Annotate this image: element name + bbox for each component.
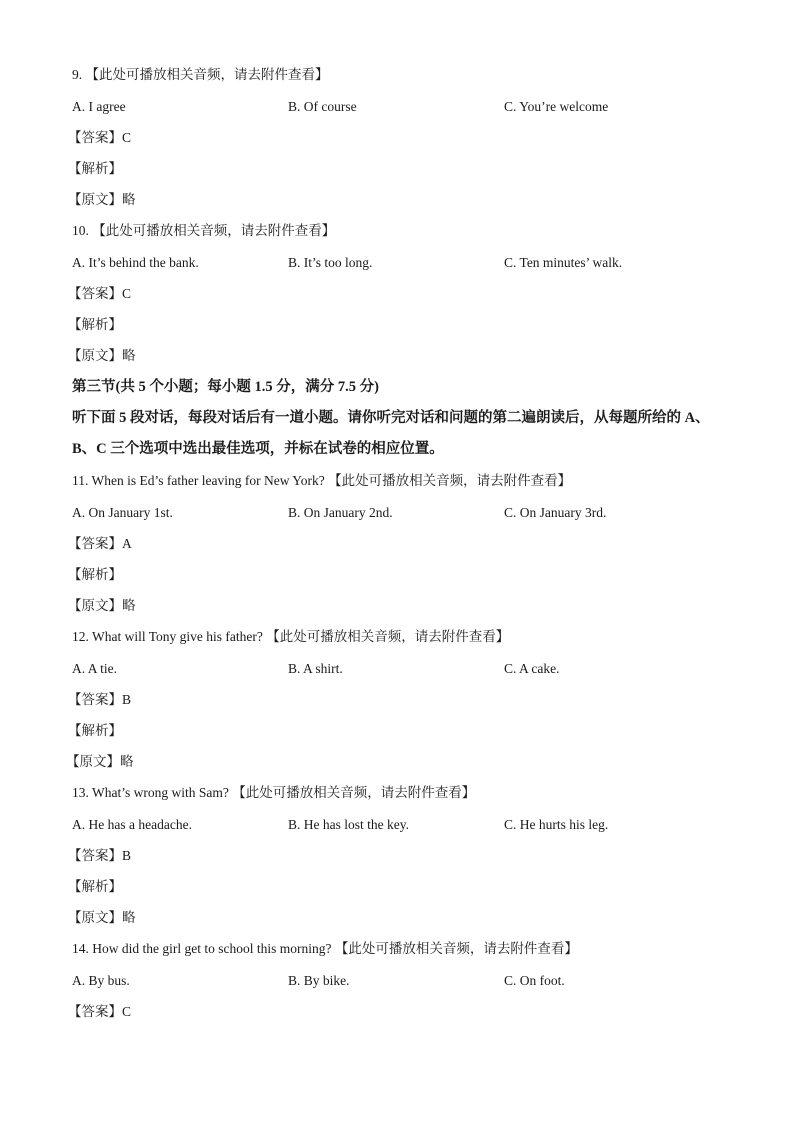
- question-12-answer: 【答案】B: [68, 692, 132, 707]
- question-12-analysis: 【解析】: [68, 723, 122, 738]
- question-11-stem: 11. When is Ed’s father leaving for New York? 【此处可播放相关音频，请去附件查看】: [72, 473, 572, 488]
- question-9-original: 【原文】略: [68, 192, 136, 207]
- question-9-option-c: C. You’re welcome: [504, 99, 609, 114]
- question-14-answer: 【答案】C: [68, 1004, 132, 1019]
- question-13-option-c: C. He hurts his leg.: [504, 817, 609, 832]
- question-13-answer: 【答案】B: [68, 848, 132, 863]
- question-13-option-b: B. He has lost the key.: [288, 817, 409, 832]
- question-10-answer: 【答案】C: [68, 286, 132, 301]
- question-9-stem: 9. 【此处可播放相关音频，请去附件查看】: [72, 67, 329, 82]
- question-10-analysis: 【解析】: [68, 317, 122, 332]
- question-12-option-a: A. A tie.: [72, 661, 118, 676]
- question-13-option-a: A. He has a headache.: [72, 817, 192, 832]
- question-14-option-b: B. By bike.: [288, 973, 350, 988]
- question-11-option-a: A. On January 1st.: [72, 505, 173, 520]
- question-12-original: 【原文】略: [66, 754, 134, 769]
- question-11-analysis: 【解析】: [68, 567, 122, 582]
- question-12-option-c: C. A cake.: [504, 661, 560, 676]
- question-9-analysis: 【解析】: [68, 161, 122, 176]
- question-11-option-b: B. On January 2nd.: [288, 505, 393, 520]
- section-3-instructions: 听下面 5 段对话，每段对话后有一道小题。请你听完对话和问题的第二遍朗读后，从每题所给的 A、B、C 三个选项中选出最佳选项，并标在试卷的相应位置。: [72, 410, 710, 457]
- section-3-heading: 第三节(共 5 个小题；每小题 1.5 分，满分 7.5 分): [72, 379, 379, 395]
- question-9-answer: 【答案】C: [68, 130, 132, 145]
- question-13-stem: 13. What’s wrong with Sam? 【此处可播放相关音频，请去附件查看】: [72, 785, 476, 800]
- question-14-option-c: C. On foot.: [504, 973, 565, 988]
- question-12-stem: 12. What will Tony give his father? 【此处可播放相关音频，请去附件查看】: [72, 629, 510, 644]
- question-9-option-a: A. I agree: [72, 99, 126, 114]
- question-11-option-c: C. On January 3rd.: [504, 505, 607, 520]
- question-13-analysis: 【解析】: [68, 879, 122, 894]
- question-10-option-a: A. It’s behind the bank.: [72, 255, 199, 270]
- question-14-stem: 14. How did the girl get to school this morning? 【此处可播放相关音频，请去附件查看】: [72, 941, 578, 956]
- question-10-option-b: B. It’s too long.: [288, 255, 373, 270]
- question-10-stem: 10. 【此处可播放相关音频，请去附件查看】: [72, 223, 336, 238]
- question-9-option-b: B. Of course: [288, 99, 357, 114]
- question-11-answer: 【答案】A: [68, 536, 132, 551]
- question-14-option-a: A. By bus.: [72, 973, 130, 988]
- question-11-original: 【原文】略: [68, 598, 136, 613]
- question-10-original: 【原文】略: [68, 348, 136, 363]
- question-12-option-b: B. A shirt.: [288, 661, 343, 676]
- question-13-original: 【原文】略: [68, 910, 136, 925]
- question-10-option-c: C. Ten minutes’ walk.: [504, 255, 623, 270]
